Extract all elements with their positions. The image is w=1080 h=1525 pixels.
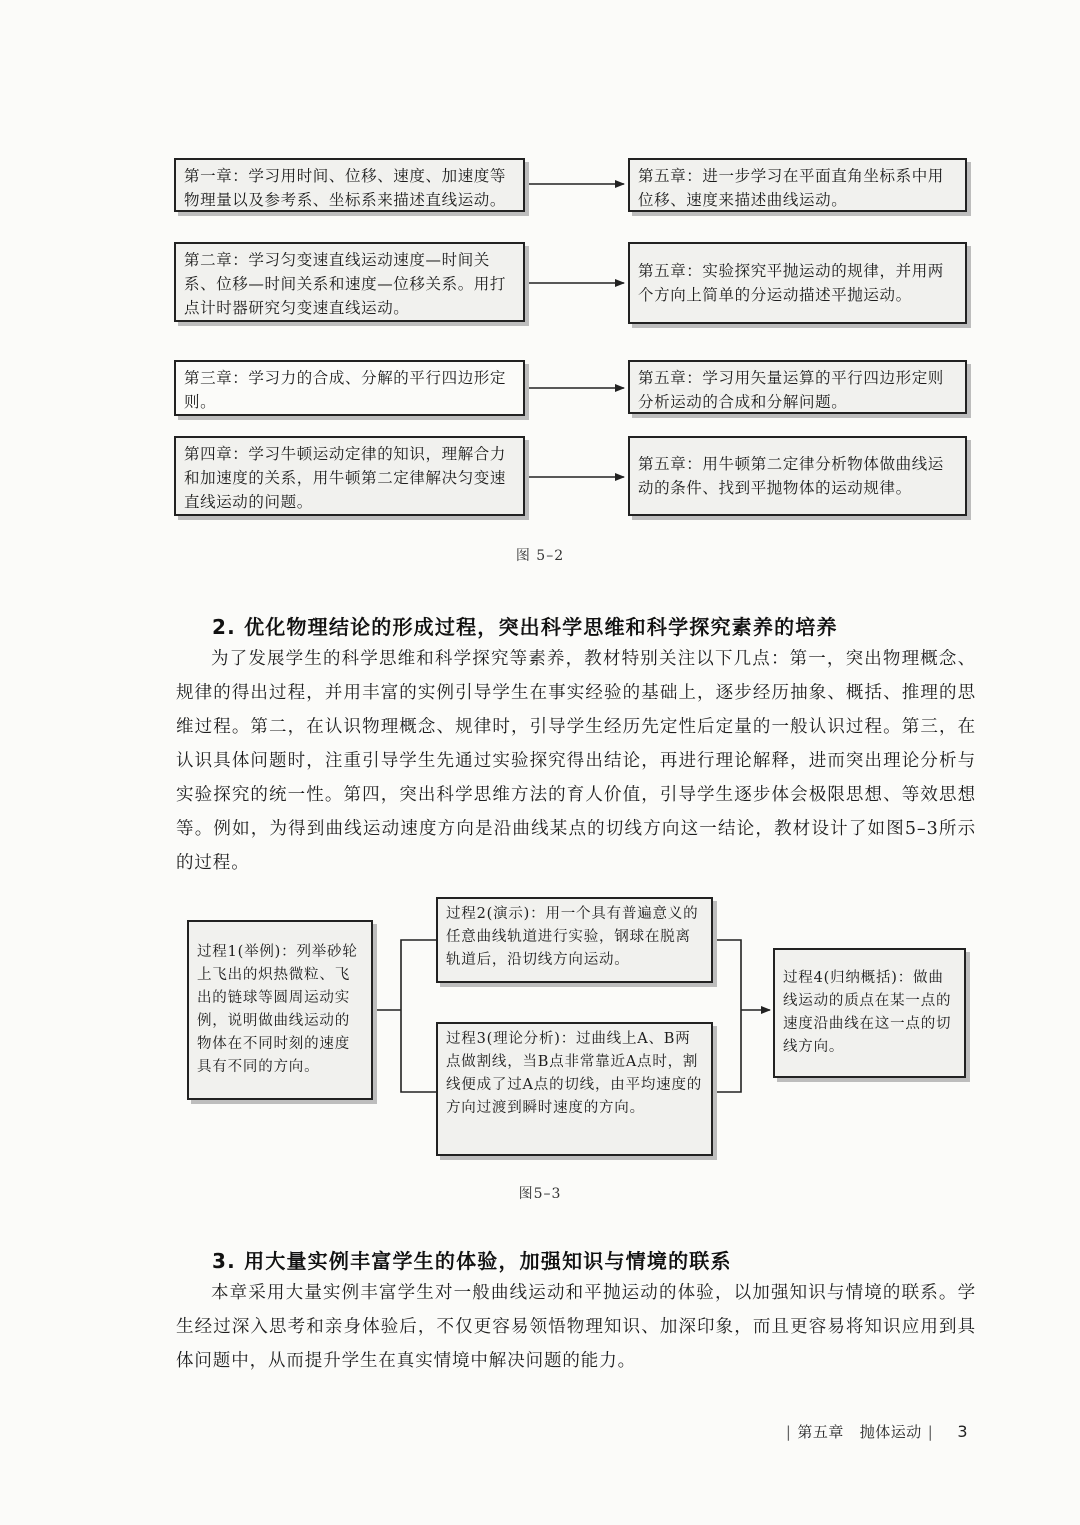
section-3-paragraph: 本章采用大量实例丰富学生对一般曲线运动和平抛运动的体验，以加强知识与情境的联系。学生经过深入思考和亲身体验后，不仅更容易领悟物理知识、加深印象，而且更容易将知识应用到具体问题中，从而提升学生在真实情境中解决问题的能力。	[176, 1283, 976, 1371]
ch2-box: 第二章：学习匀变速直线运动速度—时间关系、位移—时间关系和速度—位移关系。用打点计时器研究匀变速直线运动。	[174, 242, 525, 322]
ch1-box: 第一章：学习用时间、位移、速度、加速度等物理量以及参考系、坐标系来描述直线运动。	[174, 158, 525, 212]
figure-5-2-caption: 图 5–2	[515, 548, 565, 564]
footer-divider: |	[927, 1423, 934, 1441]
section-2-heading: 2. 优化物理结论的形成过程，突出科学思维和科学探究素养的培养	[212, 615, 838, 639]
connector-merge	[713, 940, 741, 1092]
process-2-box: 过程2(演示)：用一个具有普遍意义的任意曲线轨道进行实验，钢球在脱离轨道后，沿切线方向运动。	[436, 897, 713, 983]
section-2-paragraph: 为了发展学生的科学思维和科学探究等素养，教材特别关注以下几点：第一，突出物理概念、规律的得出过程，并用丰富的实例引导学生在事实经验的基础上，逐步经历抽象、概括、推理的思维过程。第二，在认识物理概念、规律时，引导学生经历先定性后定量的一般认识过程。第三，在认识具体问题时，注重引导学生先通过实验探究得出结论，再进行理论解释，进而突出理论分析与实验探究的统一性。第四，突出科学思维方法的育人价值，引导学生逐步体会极限思想、等效思想等。例如，为得到曲线运动速度方向是沿曲线某点的切线方向这一结论，教材设计了如图5–3所示的过程。	[176, 649, 976, 873]
ch5-box-2	[628, 242, 967, 324]
process-4-box	[773, 948, 966, 1078]
footer-chapter: 第五章	[797, 1423, 844, 1441]
process-1-box	[187, 920, 373, 1100]
ch3-box: 第三章：学习力的合成、分解的平行四边形定则。	[174, 360, 525, 416]
section-3-heading: 3. 用大量实例丰富学生的体验，加强知识与情境的联系	[212, 1249, 732, 1273]
process-4-text: 过程4(归纳概括)：做曲线运动的质点在某一点的速度沿曲线在这一点的切线方向。	[783, 970, 952, 1055]
page-footer	[780, 1421, 968, 1442]
process-3-box: 过程3(理论分析)：过曲线上A、B两点做割线，当B点非常靠近A点时，割线便成了过A点的切线，由平均速度的方向过渡到瞬时速度的方向。	[436, 1022, 713, 1156]
footer-divider: |	[785, 1423, 792, 1441]
footer-title: 抛体运动	[859, 1423, 922, 1441]
ch5-box-4-text: 第五章：用牛顿第二定律分析物体做曲线运动的条件、找到平抛物体的运动规律。	[638, 455, 944, 497]
figure-5-3-caption: 图5–3	[518, 1186, 562, 1202]
page-number: 3	[957, 1422, 968, 1441]
connector-branch	[401, 940, 436, 1092]
process-1-text: 过程1(举例)：列举砂轮上飞出的炽热微粒、飞出的链球等圆周运动实例，说明做曲线运动的物体在不同时刻的速度具有不同的方向。	[197, 944, 358, 1075]
ch5-box-3: 第五章：学习用矢量运算的平行四边形定则分析运动的合成和分解问题。	[628, 360, 967, 414]
ch5-box-2-text: 第五章：实验探究平抛运动的规律，并用两个方向上简单的分运动描述平抛运动。	[638, 262, 944, 304]
ch5-box-1: 第五章：进一步学习在平面直角坐标系中用位移、速度来描述曲线运动。	[628, 158, 967, 212]
ch5-box-4	[628, 436, 967, 516]
ch4-box: 第四章：学习牛顿运动定律的知识，理解合力和加速度的关系，用牛顿第二定律解决匀变速直线运动的问题。	[174, 436, 525, 516]
